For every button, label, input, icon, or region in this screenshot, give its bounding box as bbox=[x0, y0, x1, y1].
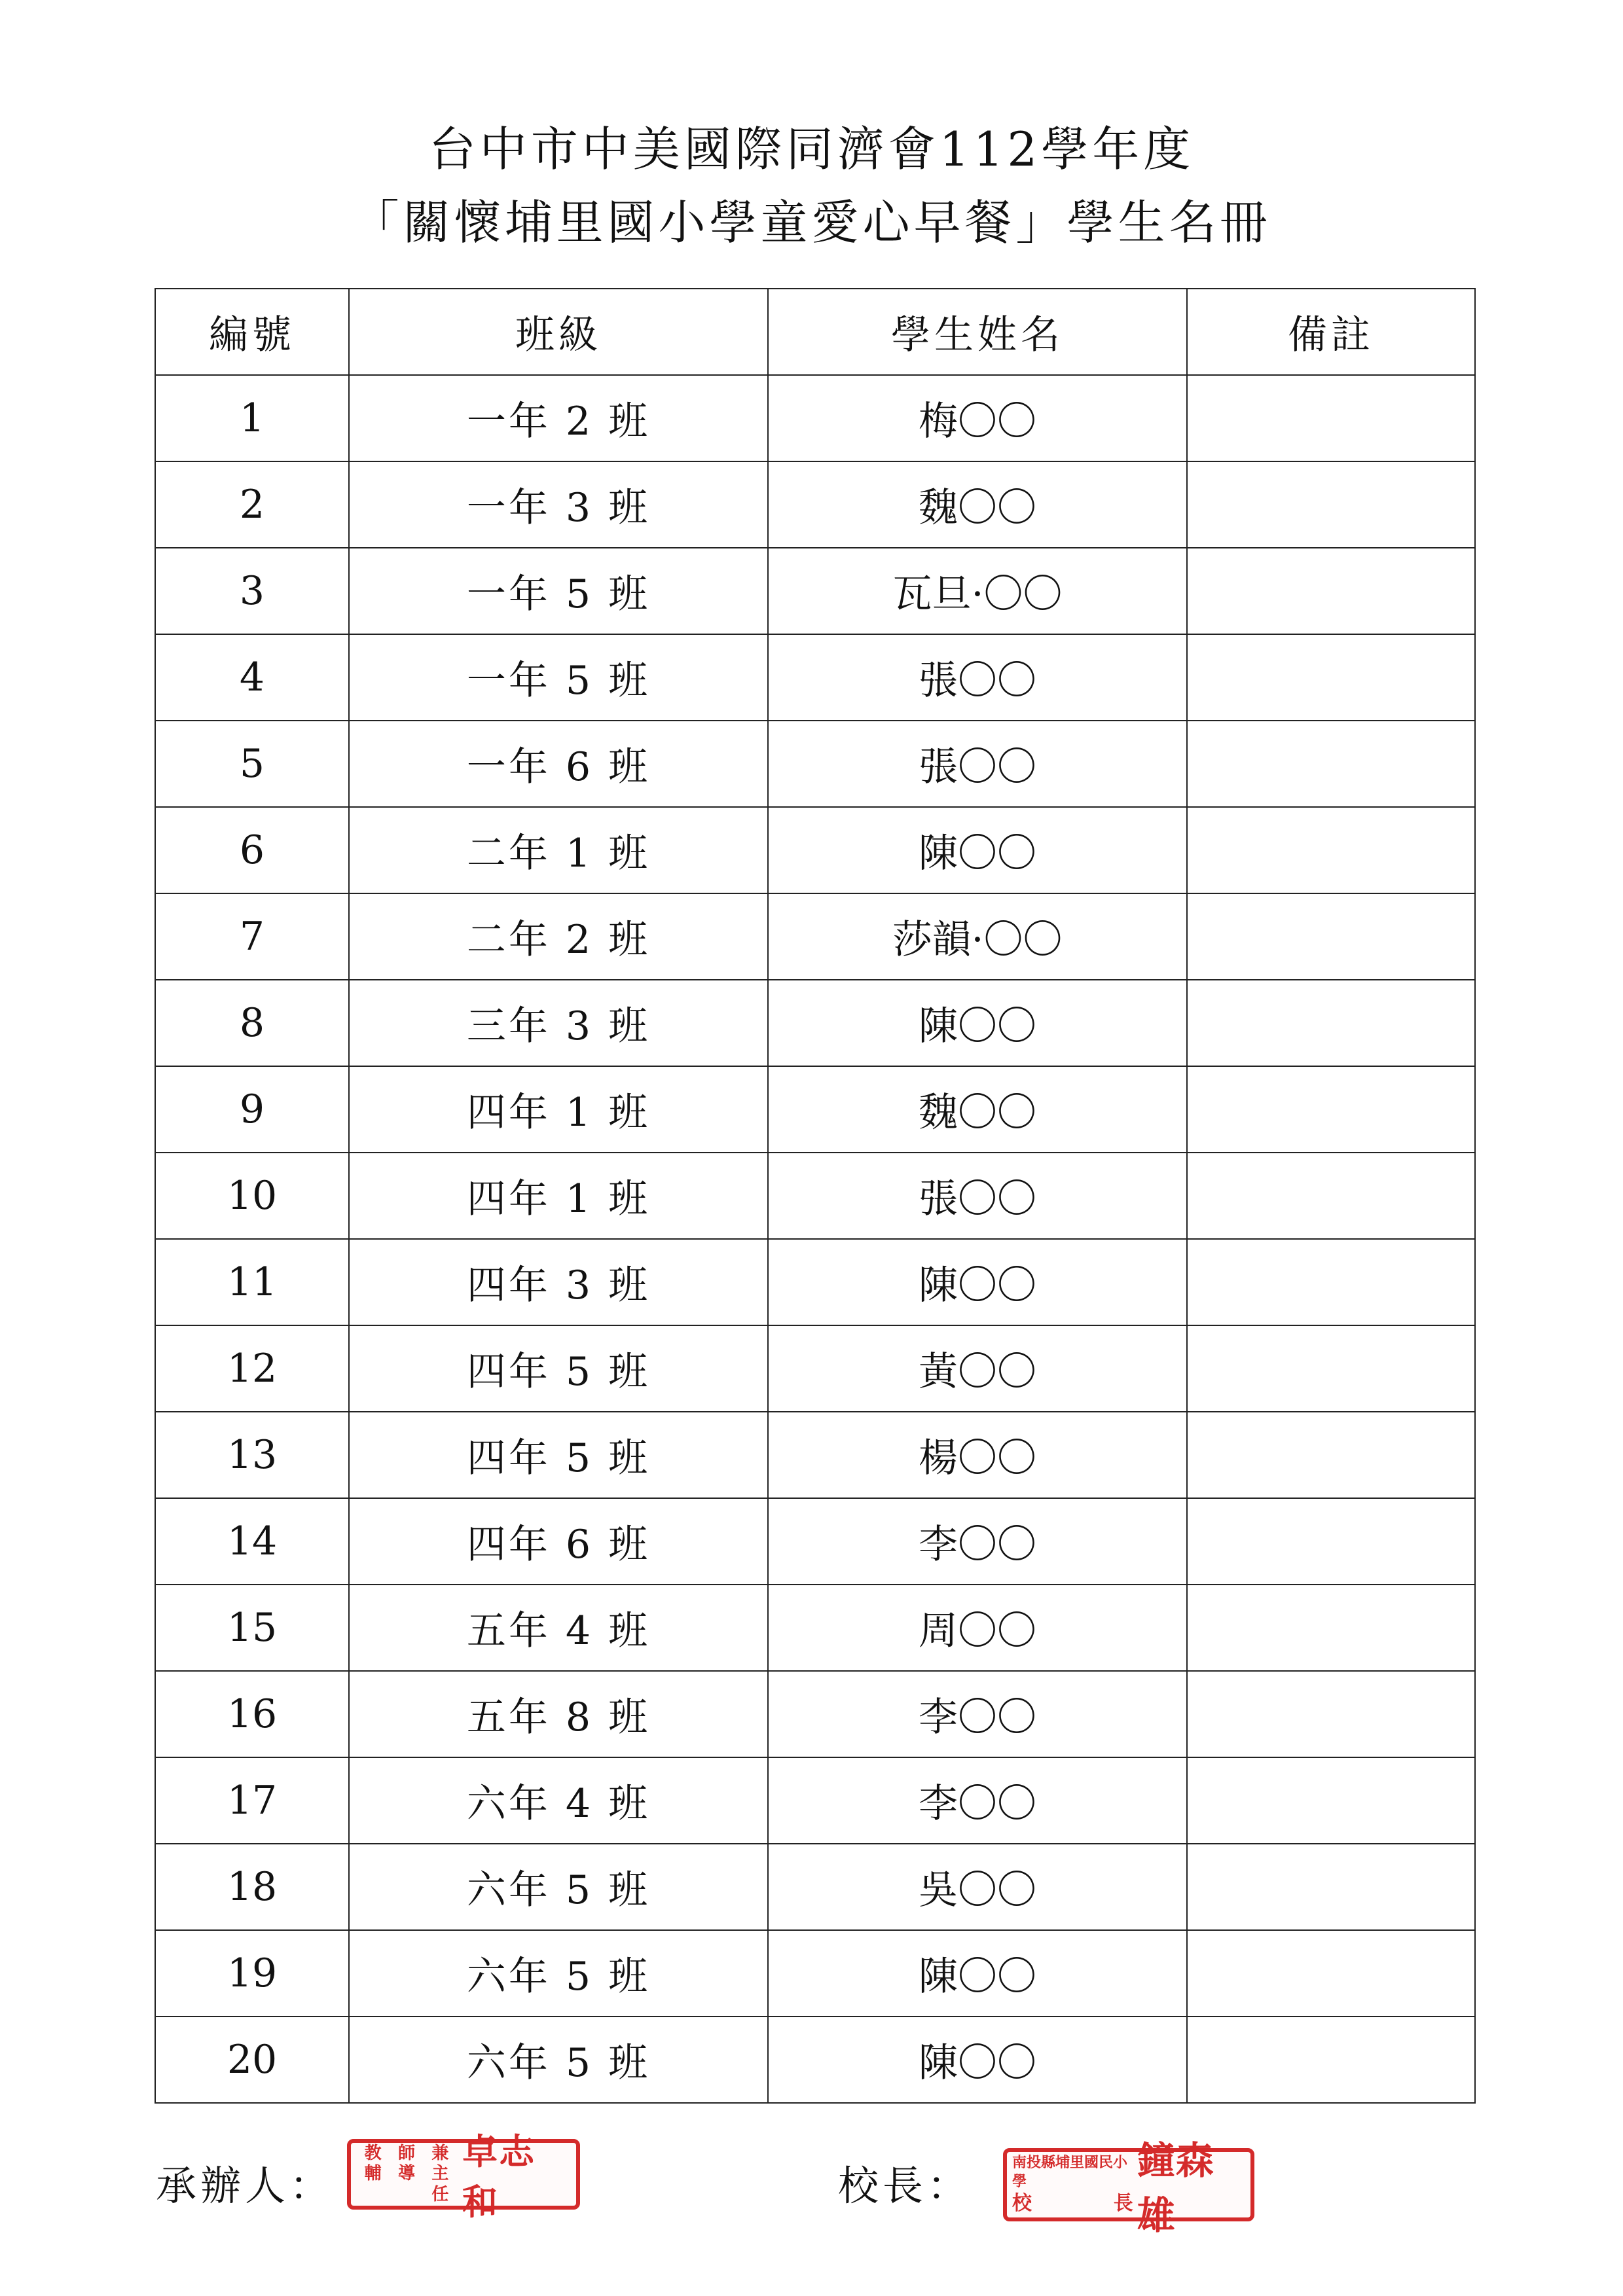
organizer-label: 承辦人： bbox=[156, 2162, 335, 2210]
cell-class: 六年 4 班 bbox=[349, 1757, 768, 1844]
cell-class: 四年 1 班 bbox=[349, 1066, 768, 1153]
cell-student-name: 莎韻·〇〇 bbox=[768, 893, 1187, 980]
table-row bbox=[155, 1153, 1475, 1239]
cell-class: 五年 8 班 bbox=[349, 1671, 768, 1757]
cell-remark bbox=[1187, 1066, 1475, 1153]
table-row bbox=[155, 1844, 1475, 1930]
cell-student-name: 黃〇〇 bbox=[768, 1325, 1187, 1412]
cell-remark bbox=[1187, 1930, 1475, 2017]
cell-student-name: 張〇〇 bbox=[768, 1153, 1187, 1239]
table-row bbox=[155, 1498, 1475, 1585]
cell-class: 一年 5 班 bbox=[349, 634, 768, 721]
cell-student-name: 瓦旦·〇〇 bbox=[768, 548, 1187, 634]
organizer-seal-title-char: 輔 bbox=[364, 2164, 382, 2184]
cell-class: 四年 5 班 bbox=[349, 1325, 768, 1412]
cell-number: 17 bbox=[155, 1757, 349, 1844]
organizer-seal-stamp bbox=[347, 2130, 580, 2223]
principal-seal-left bbox=[1012, 2153, 1133, 2216]
cell-class: 一年 6 班 bbox=[349, 721, 768, 807]
cell-number: 15 bbox=[155, 1585, 349, 1671]
organizer-seal-title-char: 導 bbox=[398, 2164, 416, 2184]
cell-class: 一年 5 班 bbox=[349, 548, 768, 634]
cell-class: 四年 6 班 bbox=[349, 1498, 768, 1585]
table-row bbox=[155, 980, 1475, 1066]
cell-remark bbox=[1187, 1412, 1475, 1498]
table-row bbox=[155, 548, 1475, 634]
cell-remark bbox=[1187, 1498, 1475, 1585]
table-row bbox=[155, 1239, 1475, 1325]
cell-student-name: 陳〇〇 bbox=[768, 980, 1187, 1066]
cell-number: 14 bbox=[155, 1498, 349, 1585]
table-row bbox=[155, 634, 1475, 721]
cell-number: 1 bbox=[155, 375, 349, 461]
organizer-seal-title bbox=[356, 2144, 457, 2205]
cell-number: 5 bbox=[155, 721, 349, 807]
cell-number: 12 bbox=[155, 1325, 349, 1412]
table-row bbox=[155, 721, 1475, 807]
cell-class: 二年 1 班 bbox=[349, 807, 768, 893]
cell-class: 五年 4 班 bbox=[349, 1585, 768, 1671]
principal-seal-stamp bbox=[1003, 2138, 1254, 2238]
cell-number: 18 bbox=[155, 1844, 349, 1930]
cell-class: 四年 5 班 bbox=[349, 1412, 768, 1498]
cell-class: 六年 5 班 bbox=[349, 1844, 768, 1930]
cell-class: 四年 3 班 bbox=[349, 1239, 768, 1325]
cell-class: 六年 5 班 bbox=[349, 2017, 768, 2103]
header-remark: 備註 bbox=[1187, 289, 1475, 375]
cell-remark bbox=[1187, 1757, 1475, 1844]
table-row bbox=[155, 807, 1475, 893]
cell-student-name: 張〇〇 bbox=[768, 634, 1187, 721]
cell-class: 三年 3 班 bbox=[349, 980, 768, 1066]
cell-number: 8 bbox=[155, 980, 349, 1066]
cell-class: 六年 5 班 bbox=[349, 1930, 768, 2017]
student-roster-table bbox=[155, 288, 1476, 2104]
table-row bbox=[155, 1412, 1475, 1498]
cell-class: 一年 3 班 bbox=[349, 461, 768, 548]
principal-seal-name: 鐘森雄 bbox=[1137, 2138, 1214, 2238]
table-row bbox=[155, 893, 1475, 980]
cell-remark bbox=[1187, 1239, 1475, 1325]
table-row bbox=[155, 1066, 1475, 1153]
cell-number: 2 bbox=[155, 461, 349, 548]
cell-student-name: 楊〇〇 bbox=[768, 1412, 1187, 1498]
cell-class: 四年 1 班 bbox=[349, 1153, 768, 1239]
table-row bbox=[155, 2017, 1475, 2103]
cell-remark bbox=[1187, 548, 1475, 634]
cell-number: 7 bbox=[155, 893, 349, 980]
principal-seal-school: 南投縣埔里國民小學 bbox=[1012, 2153, 1128, 2190]
table-row bbox=[155, 461, 1475, 548]
cell-student-name: 陳〇〇 bbox=[768, 1930, 1187, 2017]
cell-student-name: 李〇〇 bbox=[768, 1498, 1187, 1585]
cell-number: 9 bbox=[155, 1066, 349, 1153]
organizer-seal-title-char: 主任 bbox=[431, 2164, 449, 2204]
cell-class: 二年 2 班 bbox=[349, 893, 768, 980]
header-class: 班級 bbox=[349, 289, 768, 375]
table-row bbox=[155, 375, 1475, 461]
cell-remark bbox=[1187, 375, 1475, 461]
cell-student-name: 陳〇〇 bbox=[768, 807, 1187, 893]
cell-remark bbox=[1187, 807, 1475, 893]
cell-student-name: 李〇〇 bbox=[768, 1671, 1187, 1757]
cell-student-name: 陳〇〇 bbox=[768, 2017, 1187, 2103]
cell-remark bbox=[1187, 721, 1475, 807]
cell-number: 16 bbox=[155, 1671, 349, 1757]
cell-number: 20 bbox=[155, 2017, 349, 2103]
document-title-line1: 台中市中美國際同濟會112學年度 bbox=[428, 122, 1195, 177]
cell-student-name: 李〇〇 bbox=[768, 1757, 1187, 1844]
principal-seal-title: 長 bbox=[1113, 2192, 1133, 2215]
table-row bbox=[155, 1325, 1475, 1412]
cell-remark bbox=[1187, 1671, 1475, 1757]
organizer-seal-title-char: 教 bbox=[364, 2144, 382, 2164]
table-row bbox=[155, 1930, 1475, 2017]
cell-number: 19 bbox=[155, 1930, 349, 2017]
cell-student-name: 吳〇〇 bbox=[768, 1844, 1187, 1930]
cell-remark bbox=[1187, 461, 1475, 548]
cell-student-name: 陳〇〇 bbox=[768, 1239, 1187, 1325]
cell-remark bbox=[1187, 893, 1475, 980]
header-student-name: 學生姓名 bbox=[768, 289, 1187, 375]
cell-student-name: 梅〇〇 bbox=[768, 375, 1187, 461]
cell-number: 11 bbox=[155, 1239, 349, 1325]
cell-remark bbox=[1187, 1844, 1475, 1930]
cell-remark bbox=[1187, 1325, 1475, 1412]
cell-class: 一年 2 班 bbox=[349, 375, 768, 461]
table-header-row bbox=[155, 289, 1475, 375]
organizer-seal-title-char: 兼 bbox=[431, 2144, 449, 2164]
cell-number: 4 bbox=[155, 634, 349, 721]
cell-number: 3 bbox=[155, 548, 349, 634]
cell-student-name: 張〇〇 bbox=[768, 721, 1187, 807]
header-number: 編號 bbox=[155, 289, 349, 375]
cell-number: 10 bbox=[155, 1153, 349, 1239]
table-row bbox=[155, 1585, 1475, 1671]
organizer-seal-name: 卓志和 bbox=[462, 2130, 536, 2223]
cell-student-name: 周〇〇 bbox=[768, 1585, 1187, 1671]
cell-number: 6 bbox=[155, 807, 349, 893]
cell-remark bbox=[1187, 2017, 1475, 2103]
principal-seal-prefix: 校 bbox=[1012, 2192, 1032, 2215]
table-row bbox=[155, 1757, 1475, 1844]
table-row bbox=[155, 1671, 1475, 1757]
table-body bbox=[155, 375, 1475, 2103]
cell-student-name: 魏〇〇 bbox=[768, 461, 1187, 548]
cell-remark bbox=[1187, 980, 1475, 1066]
organizer-seal-title-char: 師 bbox=[398, 2144, 416, 2164]
cell-student-name: 魏〇〇 bbox=[768, 1066, 1187, 1153]
principal-label: 校長： bbox=[838, 2162, 972, 2210]
cell-number: 13 bbox=[155, 1412, 349, 1498]
cell-remark bbox=[1187, 1153, 1475, 1239]
cell-remark bbox=[1187, 634, 1475, 721]
cell-remark bbox=[1187, 1585, 1475, 1671]
document-title-line2: 「關懷埔里國小學童愛心早餐」學生名冊 bbox=[352, 195, 1271, 250]
